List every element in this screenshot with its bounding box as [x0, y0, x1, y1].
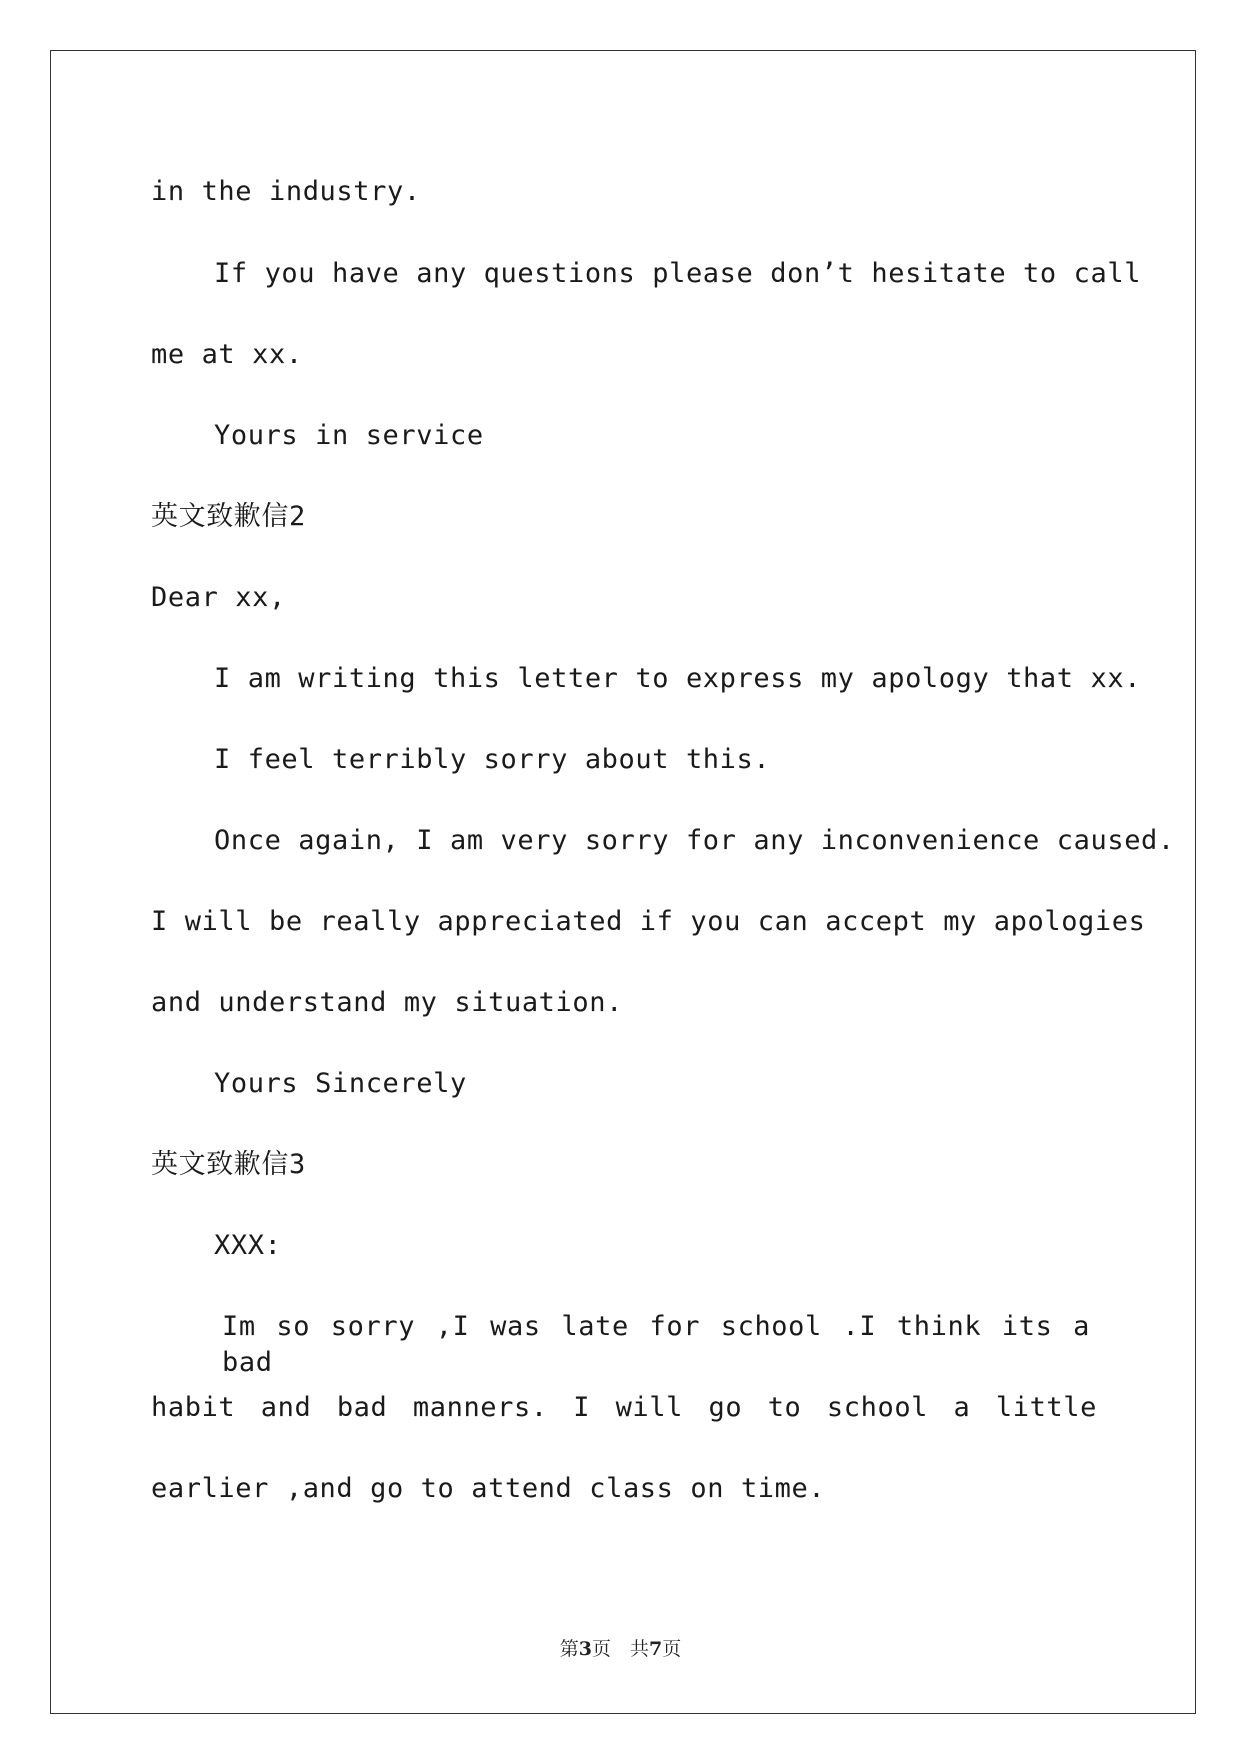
text-line-1: in the industry. — [151, 176, 421, 207]
text-line-7: I am writing this letter to express my apology that xx. — [214, 663, 1142, 694]
page-number-footer — [0, 1634, 1241, 1661]
total-page-number: 7 — [649, 1638, 663, 1660]
footer-mid: 页 共 — [591, 1638, 649, 1660]
text-line-9: Once again, I am very sorry for any inconvenience caused. — [214, 825, 1175, 856]
text-line-8: I feel terribly sorry about this. — [214, 744, 771, 775]
text-line-15: Im so sorry ,I was late for school .I think its a bad — [222, 1311, 1090, 1378]
text-line-17: earlier ,and go to attend class on time. — [151, 1473, 826, 1504]
footer-suffix: 页 — [662, 1638, 682, 1660]
section-heading-3: 英文致歉信3 — [151, 1149, 306, 1180]
text-line-3: me at xx. — [151, 339, 303, 370]
text-line-11: and understand my situation. — [151, 987, 623, 1018]
text-line-2: If you have any questions please don’t hesitate to call — [214, 258, 1142, 289]
page-border — [50, 50, 1196, 1714]
text-line-16: habit and bad manners. I will go to school a little — [151, 1392, 1097, 1423]
current-page-number: 3 — [578, 1638, 592, 1660]
closing-line-2: Yours Sincerely — [214, 1068, 467, 1099]
salutation-2: XXX: — [214, 1230, 282, 1261]
section-heading-2: 英文致歉信2 — [151, 501, 306, 532]
salutation-1: Dear xx, — [151, 582, 286, 613]
text-line-10: I will be really appreciated if you can accept my apologies — [151, 906, 1146, 937]
footer-prefix: 第 — [559, 1638, 579, 1660]
closing-line-1: Yours in service — [214, 420, 484, 451]
